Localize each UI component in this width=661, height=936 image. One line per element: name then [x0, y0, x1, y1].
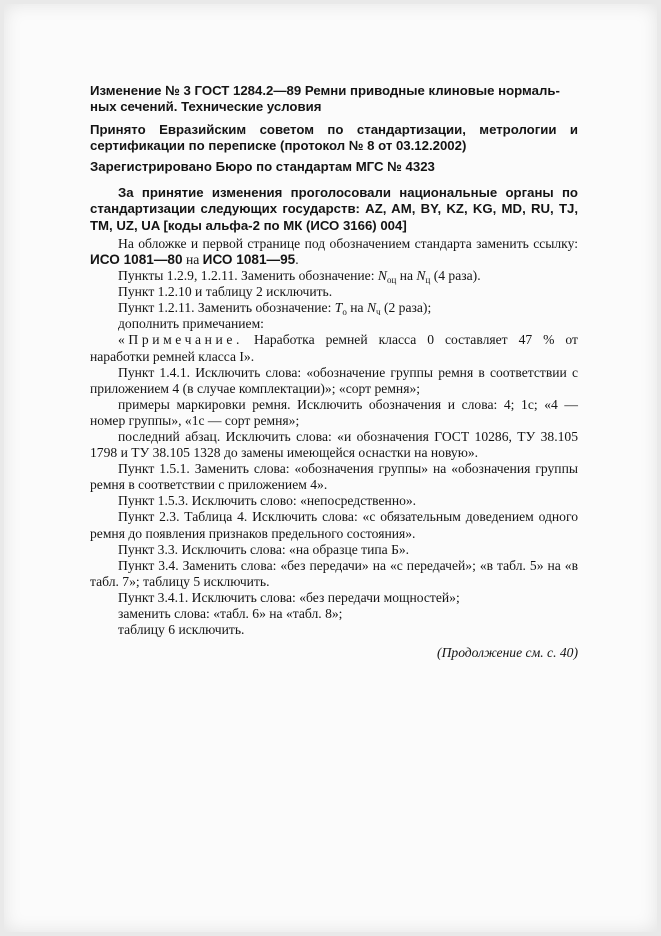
item-1-5-3: Пункт 1.5.3. Исключить слово: «непосредственно».: [118, 493, 417, 509]
replace-words: заменить слова: «табл. 6» на «табл. 8»;: [118, 606, 343, 622]
item-3-4: Пункт 3.4. Заменить слова: «без передачи» на «с передачей»; «в табл. 5» на «в табл. 7»; таблицу 5 исключить.: [90, 557, 578, 589]
note-paragraph: «Примечание. Наработка ремней класса 0 составляет 47 % от наработки ремней класса I».: [90, 332, 578, 364]
item-1-4-1: Пункт 1.4.1. Исключить слова: «обозначение группы ремня в соответствии с приложением 4 (в случае комплектации)»; «сорт ремня»;: [90, 364, 578, 396]
item-2-3: Пункт 2.3. Таблица 4. Исключить слова: «с обязательным доведением одного ремня до появления признаков предельного состояния».: [90, 509, 578, 541]
votes-paragraph: За принятие изменения проголосовали национальные органы по стандартизации следующих государств: AZ, AM, BY, KZ, KG, MD, RU, TJ, TM, UZ, UA [коды альфа-2 по МК (ИСО 3166) 004]: [90, 185, 578, 233]
continued-note: (Продолжение см. с. 40): [437, 645, 578, 661]
old-standard: ИСО 1081—80: [90, 251, 183, 267]
marking-examples: примеры маркировки ремня. Исключить обозначения и слова: 4; 1с; «4 — номер группы», «1с — сорт ремня»;: [90, 396, 578, 428]
amendment-title-line2: ных сечений. Технические условия: [90, 99, 322, 115]
note-intro: дополнить примечанием:: [118, 316, 264, 332]
item-1-2-10: Пункт 1.2.10 и таблицу 2 исключить.: [118, 284, 333, 300]
amendment-title-line1: Изменение № 3 ГОСТ 1284.2—89 Ремни приводные клиновые нормаль-: [90, 83, 560, 98]
header-block: [90, 83, 578, 175]
document-page: [4, 4, 657, 932]
item-1-5-1: Пункт 1.5.1. Заменить слова: «обозначения группы» на «обозначения группы ремня в соответствии с приложением 4».: [90, 461, 578, 493]
new-standard: ИСО 1081—95: [202, 251, 296, 267]
item-3-3: Пункт 3.3. Исключить слова: «на образце типа Б».: [118, 541, 410, 557]
last-paragraph: последний абзац. Исключить слова: «и обозначения ГОСТ 10286, ТУ 38.105 1798 и ТУ 38.105 1328 до замены имеющейся оснастки на новую».: [90, 429, 578, 461]
item-1-2-11: Пункт 1.2.11. Заменить обозначение: $T_о$ на $N_ч$ (2 раза);: [118, 300, 432, 318]
amendment-title: [90, 83, 578, 116]
item-1-2-9: Пункты 1.2.9, 1.2.11. Заменить обозначение: $N_{оц}$ на $N_ц$ (4 раза).: [118, 268, 481, 286]
adopted-note: Принято Евразийским советом по стандартизации, метрологии и сертификации по переписке (протокол № 8 от 03.12.2002): [90, 121, 578, 153]
amendment-body: [90, 185, 578, 661]
item-3-4-1: Пункт 3.4.1. Исключить слова: «без передачи мощностей»;: [118, 589, 460, 605]
registration-note: Зарегистрировано Бюро по стандартам МГС № 4323: [90, 159, 435, 175]
cover-paragraph: На обложке и первой странице под обозначением стандарта заменить ссылку: ИСО 1081—80 на ИСО 1081—95.: [90, 235, 578, 267]
exclude-table-6: таблицу 6 исключить.: [118, 622, 245, 638]
